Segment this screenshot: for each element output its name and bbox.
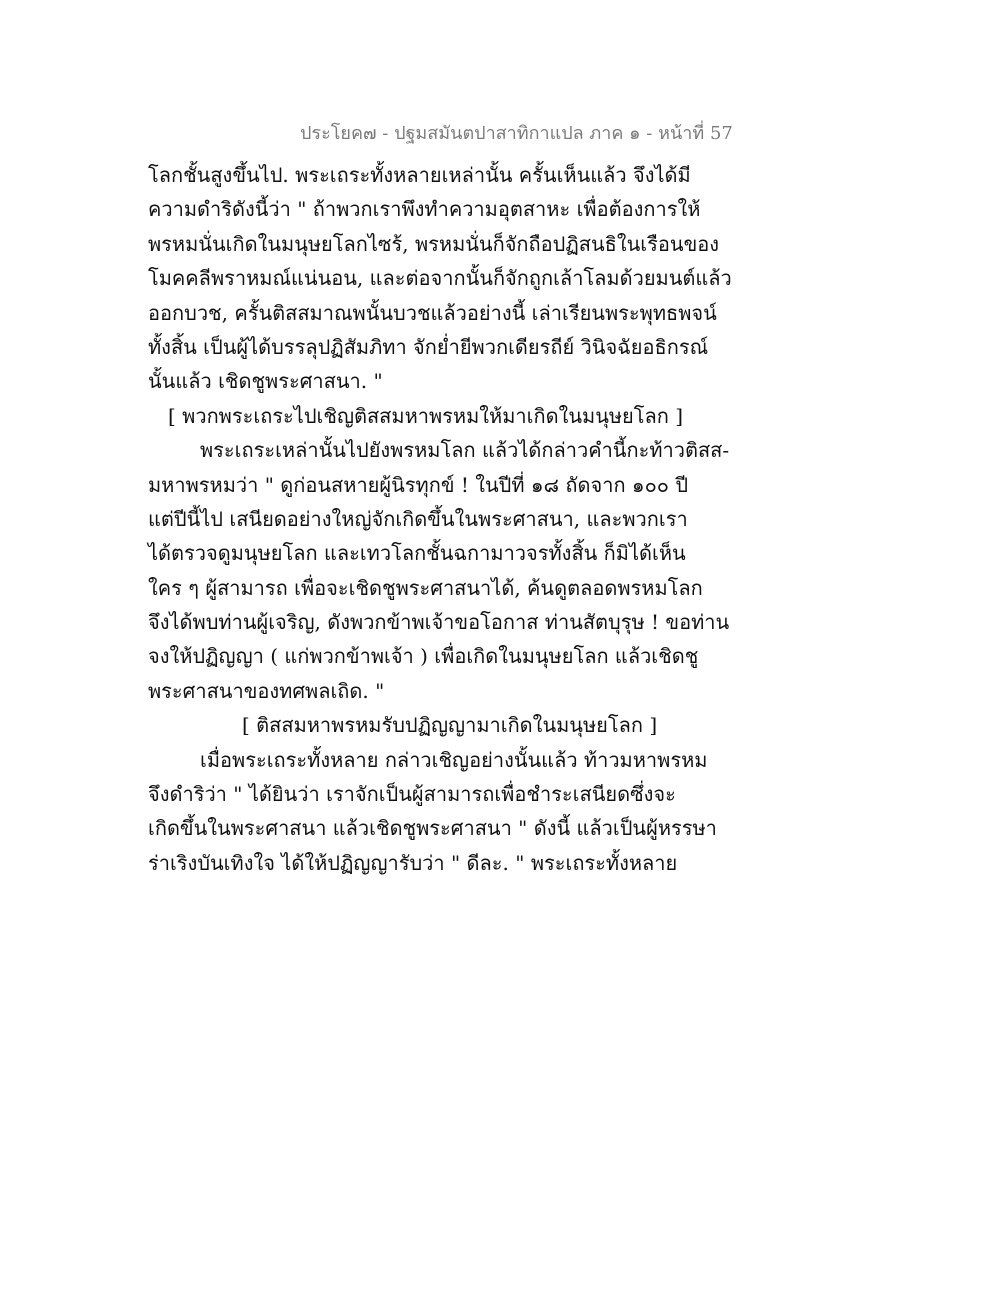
running-header: ประโยค๗ - ปฐมสมันตปาสาทิกาแปล ภาค ๑ - หน้าที่ 57	[300, 123, 733, 144]
text-line: โลกชั้นสูงขึ้นไป. พระเถระทั้งหลายเหล่านั้น ครั้นเห็นแล้ว จึงได้มี	[148, 163, 691, 187]
text-line: ทั้งสิ้น เป็นผู้ได้บรรลุปฏิสัมภิทา จักย่ำยีพวกเดียรถีย์ วินิจฉัยอธิกรณ์	[148, 334, 709, 359]
text-line: ออกบวช, ครั้นติสสมาณพนั้นบวชแล้วอย่างนี้ เล่าเรียนพระพุทธพจน์	[148, 300, 717, 325]
text-line: จึงได้พบท่านผู้เจริญ, ดังพวกข้าพเจ้าขอโอกาส ท่านสัตบุรุษ ! ขอท่าน	[148, 610, 730, 635]
section-heading: [ ติสสมหาพรหมรับปฏิญญามาเกิดในมนุษยโลก ]	[242, 713, 658, 738]
paragraph-first-line: พระเถระเหล่านั้นไปยังพรหมโลก แล้วได้กล่าวคำนี้กะท้าวติสส-	[200, 438, 730, 463]
text-line: พรหมนั่นเกิดในมนุษยโลกไซร้, พรหมนั่นก็จักถือปฏิสนธิในเรือนของ	[148, 231, 720, 256]
text-line: ร่าเริงบันเทิงใจ ได้ให้ปฏิญญารับว่า " ดีละ. " พระเถระทั้งหลาย	[148, 850, 678, 875]
body-text	[148, 158, 732, 880]
text-line: จึงดำริว่า " ได้ยินว่า เราจักเป็นผู้สามารถเพื่อชำระเสนียดซึ่งจะ	[148, 782, 676, 807]
text-line: นั้นแล้ว เชิดชูพระศาสนา. "	[148, 369, 383, 394]
text-line: แต่ปีนี้ไป เสนียดอย่างใหญ่จักเกิดขึ้นในพระศาสนา, และพวกเรา	[148, 506, 688, 531]
text-line: เกิดขึ้นในพระศาสนา แล้วเชิดชูพระศาสนา " ดังนี้ แล้วเป็นผู้หรรษา	[148, 816, 717, 841]
text-line: ใคร ๆ ผู้สามารถ เพื่อจะเชิดชูพระศาสนาได้, ค้นดูตลอดพรหมโลก	[148, 575, 703, 600]
text-line: โมคคลีพราหมณ์แน่นอน, และต่อจากนั้นก็จักถูกเล้าโลมด้วยมนต์แล้ว	[148, 266, 732, 291]
text-line: พระศาสนาของทศพลเถิด. "	[148, 678, 385, 703]
text-line: ได้ตรวจดูมนุษยโลก และเทวโลกชั้นฉกามาวจรทั้งสิ้น ก็มิได้เห็น	[148, 541, 686, 566]
text-line: มหาพรหมว่า " ดูก่อนสหายผู้นิรทุกข์ ! ในปีที่ ๑๘ ถัดจาก ๑๐๐ ปี	[148, 472, 689, 497]
paragraph-first-line: เมื่อพระเถระทั้งหลาย กล่าวเชิญอย่างนั้นแล้ว ท้าวมหาพรหม	[200, 747, 708, 772]
text-line: ความดำริดังนี้ว่า " ถ้าพวกเราพึงทำความอุตสาหะ เพื่อต้องการให้	[148, 197, 701, 222]
section-heading: [ พวกพระเถระไปเชิญติสสมหาพรหมให้มาเกิดในมนุษยโลก ]	[168, 403, 684, 428]
text-line: จงให้ปฏิญญา ( แก่พวกข้าพเจ้า ) เพื่อเกิดในมนุษยโลก แล้วเชิดชู	[148, 644, 699, 669]
